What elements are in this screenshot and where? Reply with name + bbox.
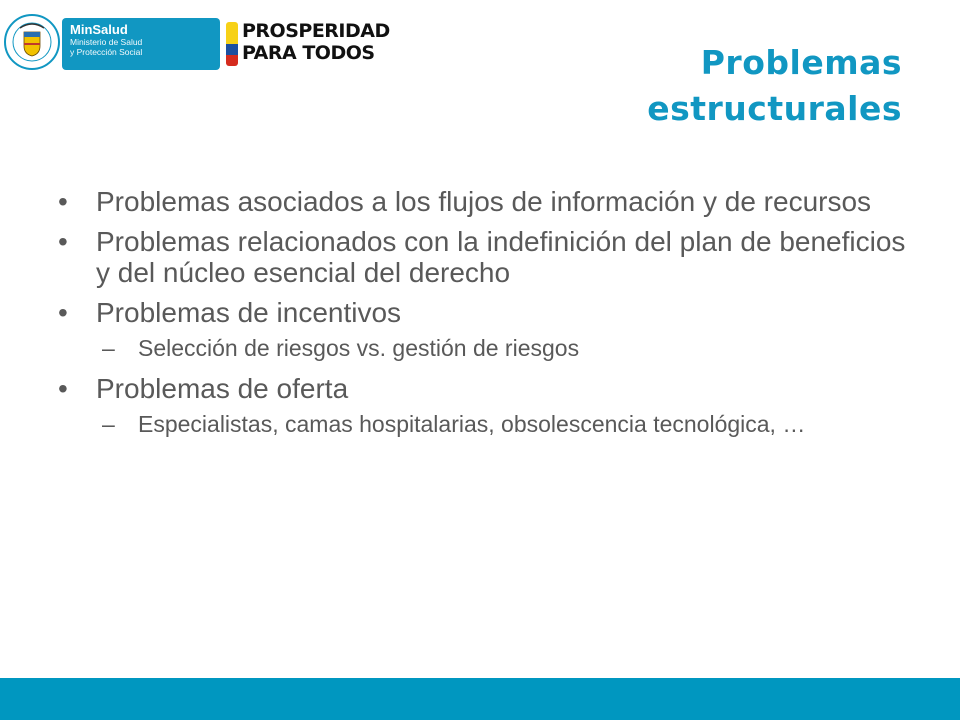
minsalud-title: MinSalud (70, 22, 128, 37)
prosperidad-logo (226, 20, 406, 70)
sub-bullet-text: Especialistas, camas hospitalarias, obsolescencia tecnológica, … (138, 411, 806, 437)
minsalud-logo (62, 18, 220, 70)
bullet-glyph: • (58, 297, 68, 328)
sub-bullet-glyph: – (102, 411, 115, 437)
footer-bar (0, 678, 960, 720)
sub-bullet-text: Selección de riesgos vs. gestión de riesgos (138, 335, 580, 361)
slide-title-line1: Problemas (700, 43, 902, 82)
colombia-seal-logo (4, 14, 60, 70)
bullet-glyph: • (58, 186, 68, 217)
sub-bullet-glyph: – (102, 335, 115, 361)
bullet-item (58, 226, 908, 288)
bullet-glyph: • (58, 226, 68, 257)
minsalud-subtitle-2: y Protección Social (70, 47, 143, 57)
prosperidad-line1: PROSPERIDAD (242, 20, 390, 42)
bullet-glyph: • (58, 373, 68, 404)
colombia-flag-icon (226, 22, 238, 66)
slide-title (462, 40, 902, 132)
sub-bullet-item (58, 335, 908, 361)
prosperidad-text (242, 20, 390, 64)
slide-content (58, 186, 908, 449)
bullet-item (58, 297, 908, 328)
bullet-item (58, 186, 908, 217)
bullet-text: Problemas relacionados con la indefinición del plan de beneficios y del núcleo esencial del derecho (96, 226, 906, 288)
bullet-text: Problemas de oferta (96, 373, 349, 404)
minsalud-subtitle-1: Ministerio de Salud (70, 37, 143, 47)
sub-bullet-item (58, 411, 908, 437)
bullet-text: Problemas de incentivos (96, 297, 402, 328)
bullet-item (58, 373, 908, 404)
bullet-text: Problemas asociados a los flujos de información y de recursos (96, 186, 872, 217)
slide-title-line2: estructurales (647, 89, 902, 128)
prosperidad-line2: PARA TODOS (242, 42, 375, 64)
